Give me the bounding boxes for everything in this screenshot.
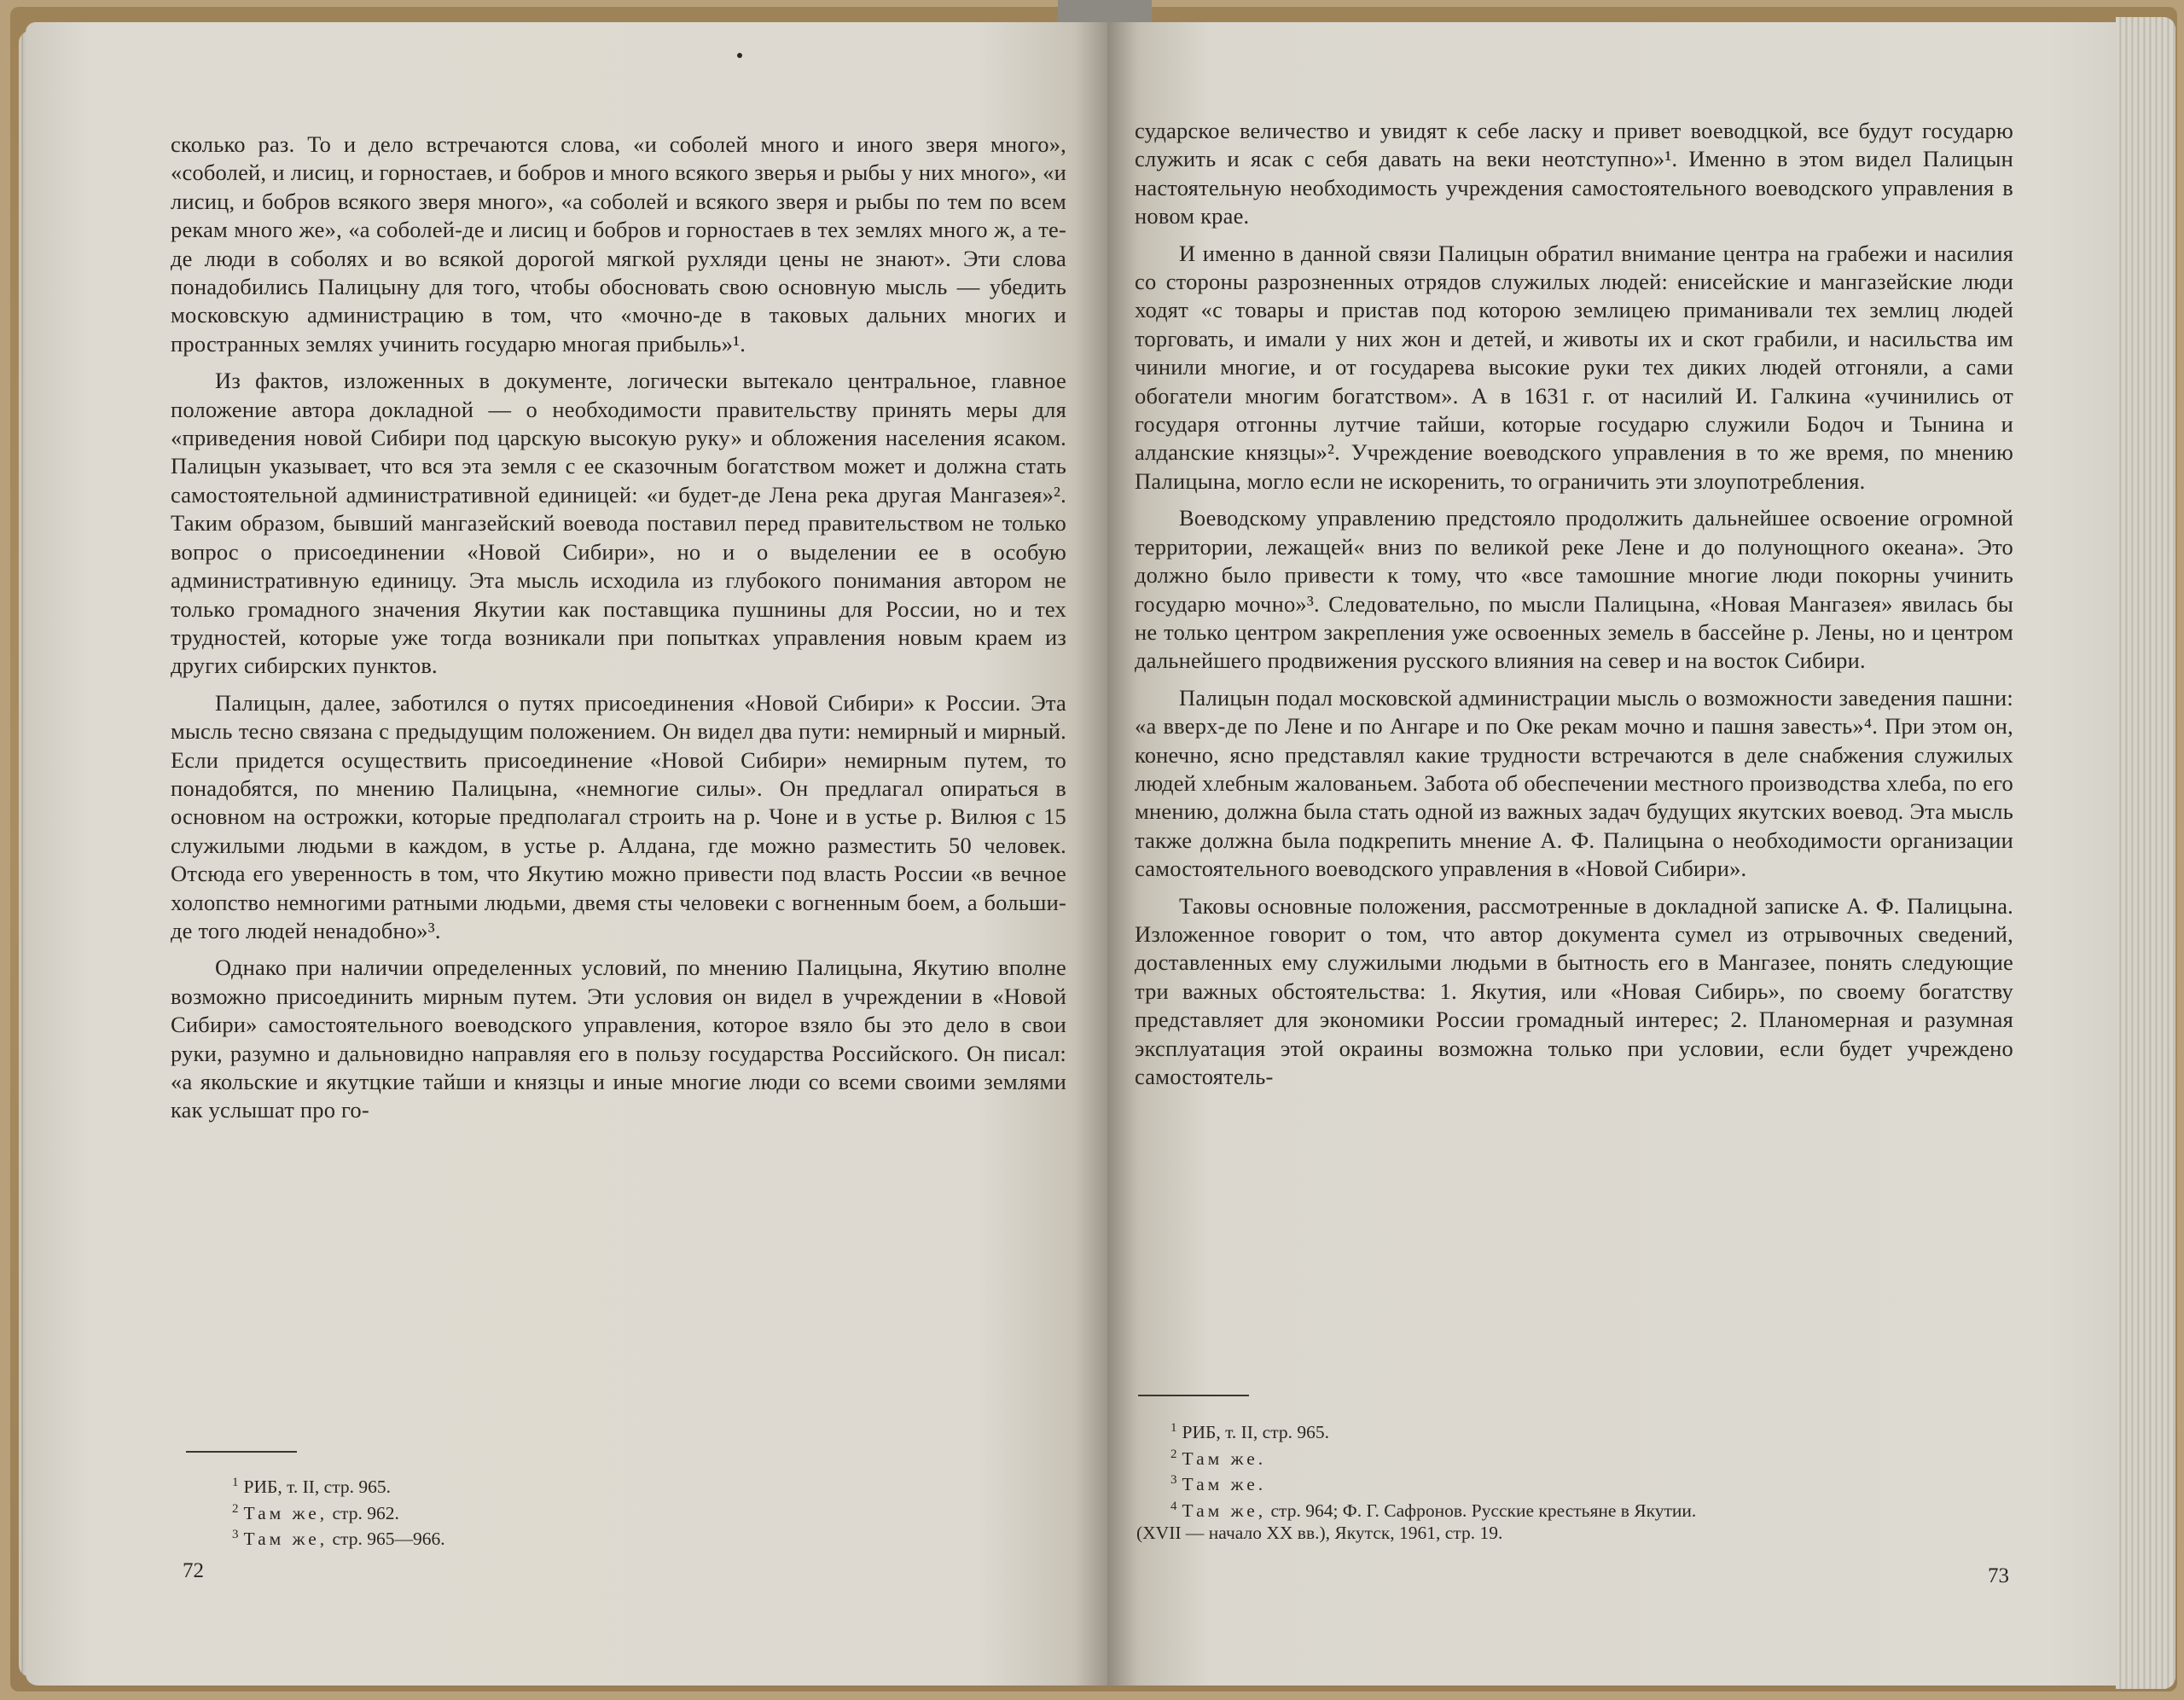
- right-paragraph-2: И именно в данной связи Палицын обратил внимание центра на грабежи и насилия со стороны разрозненных отрядов служилых людей: енисейские и мангазейские люди ходят «с товары и пристав под которою землицею приманивали тех землиц людей торговать, и имали у них жон и детей, и животы их и скот грабили, и насильства им чинили многие, и от государева высокие руки тех диких людей отгоняли, а сами обогатели многим богатством». А в 1631 г. от насилий И. Галкина «учинились от государя отгонны лутчие тайши, которые государю служили Бодоч и Тынина и алданские князцы»². Учреждение воеводского управления в то же время, по мнению Палицына, могло если не искоренить, то ограничить эти злоупотребления.: [1135, 240, 2013, 494]
- right-footnote-4-continued: (XVII — начало XX вв.), Якутск, 1961, стр. 19.: [1136, 1522, 1503, 1543]
- right-paragraph-4: Палицын подал московской администрации мысль о возможности заведения пашни: «а вверх-де по Лене и по Ангаре и по Оке рекам мочно и пашня завесть»⁴. При этом он, конечно, ясно представлял какие трудности встречаются в деле снабжения служилых людей хлебным жалованьем. Забота об обеспечении местного производства хлеба, по его мнению, должна была стать одной из важных задач будущих якутских воевод. Эта мысль также должна была подкрепить мнение А. Ф. Палицына о необходимости организации самостоятельного воеводского управления в «Новой Сибири».: [1135, 684, 2013, 882]
- left-page-body: [171, 131, 1066, 1134]
- right-page-body: [1135, 117, 2013, 1099]
- right-footnotes: [1136, 1418, 1696, 1544]
- left-paragraph-1: сколько раз. То и дело встречаются слова, «и соболей много и иного зверя много», «соболей, и лисиц, и горностаев, и бобров и много всякого зверья и рыбы у них много», «и лисиц, и бобров всякого зверя много», «а соболей и всякого зверя и рыбы по тем по всем рекам много же», «а соболей-де и лисиц и бобров и горностаев в тех землях много ж, а те-де люди в соболях и во всякой дорогой мягкой рухляди цены не знают». Эти слова понадобились Палицыну для того, чтобы обосновать свою основную мысль — убедить московскую администрацию в том, что «мочно-де в таковых дальних многих и пространных землях учинить государю многая прибыль»¹.: [171, 131, 1066, 357]
- left-footnote-2: $^2$ Там же, стр. 962.: [232, 1501, 399, 1523]
- right-footnote-4: $^4$ Там же, стр. 964; Ф. Г. Сафронов. Русские крестьяне в Якутии.: [1170, 1499, 1697, 1522]
- left-footnote-1: $^1$ РИБ, т. II, стр. 965.: [232, 1476, 392, 1498]
- right-paragraph-1: сударское величество и увидят к себе ласку и привет воеводцкой, все будут государю служить и ясак с себя давать на веки неотступно»¹. Именно в этом видел Палицын настоятельную необходимость учреждения самостоятельного воеводского управления в новом крае.: [1135, 118, 2013, 229]
- left-page-number: 72: [183, 1559, 204, 1582]
- left-paragraph-4: Однако при наличии определенных условий, по мнению Палицына, Якутию вполне возможно присоединить мирным путем. Эти условия он видел в учреждении в «Новой Сибири» самостоятельного воеводского управления, которое взяло бы это дело в свои руки, разумно и дальновидно направляя его в пользу государства Российского. Он писал: «а якольские и якутцкие тайши и князцы и иные многие люди со всеми своими землями как услышат про го-: [171, 954, 1066, 1123]
- right-footnote-rule: [1138, 1395, 1249, 1396]
- left-paragraph-2: Из фактов, изложенных в документе, логически вытекало центральное, главное положение автора докладной — о необходимости правительству принять меры для «приведения новой Сибири под царскую высокую руку» и обложения населения ясаком. Палицын указывает, что вся эта земля с ее сказочным богатством может и должна стать самостоятельной административной единицей: «и будет-де Лена река другая Мангазея»². Таким образом, бывший мангазейский воевода поставил перед правительством не только вопрос о присоединении «Новой Сибири», но и о выделении ее в особую административную единицу. Эта мысль исходила из глубокого понимания автором не только громадного значения Якутии как поставщика пушнины для России, но и тех трудностей, которые уже тогда возникали при попытках управления новым краем из других сибирских пунктов.: [171, 368, 1066, 679]
- left-footnote-rule: [186, 1451, 297, 1453]
- right-page-number: 73: [1988, 1564, 2009, 1587]
- right-page-edges: [2116, 17, 2175, 1689]
- left-footnotes: [232, 1472, 445, 1551]
- right-footnote-2: $^2$ Там же.: [1170, 1447, 1267, 1469]
- right-footnote-3: $^3$ Там же.: [1170, 1473, 1267, 1495]
- right-footnote-1: $^1$ РИБ, т. II, стр. 965.: [1170, 1421, 1330, 1443]
- left-paragraph-3: Палицын, далее, заботился о путях присоединения «Новой Сибири» к России. Эта мысль тесно связана с предыдущим положением. Он видел два пути: немирный и мирный. Если придется осуществить присоединение «Новой Сибири» немирным путем, то понадобятся, по мнению Палицына, «немногие силы». Он предлагал опираться в основном на острожки, которые предполагал строить на р. Чоне и в устье р. Вилюя с 15 служилыми людьми в каждом, в устье р. Алдана, где можно разместить 50 человек. Отсюда его уверенность в том, что Якутию можно привести под власть России «в вечное холопство немногими ратными людьми, двемя сты человеки с вогненным боем, а больши-де того людей ненадобно»³.: [171, 689, 1066, 943]
- ink-speck: [737, 53, 742, 58]
- right-paragraph-5: Таковы основные положения, рассмотренные в докладной записке А. Ф. Палицына. Изложенное говорит о том, что автор документа сумел из отрывочных сведений, доставленных ему служилыми людьми в бытность его в Мангазее, понять следующие три важных обстоятельства: 1. Якутия, или «Новая Сибирь», по своему богатству представляет для экономики России громадный интерес; 2. Планомерная и разумная эксплуатация этой окраины возможна только при условии, если будет учреждено самостоятель-: [1135, 892, 2013, 1089]
- left-footnote-3: $^3$ Там же, стр. 965—966.: [232, 1528, 445, 1550]
- right-paragraph-3: Воеводскому управлению предстояло продолжить дальнейшее освоение огромной территории, лежащей« вниз по великой реке Лене и до полунощного океана». Это должно было привести к тому, что «все тамошние многие люди покорны учинить государю мочно»³. Следовательно, по мысли Палицына, «Новая Мангазея» явилась бы не только центром закрепления уже освоенных земель в бассейне р. Лены, но и центром дальнейшего продвижения русского влияния на север и на восток Сибири.: [1135, 505, 2013, 674]
